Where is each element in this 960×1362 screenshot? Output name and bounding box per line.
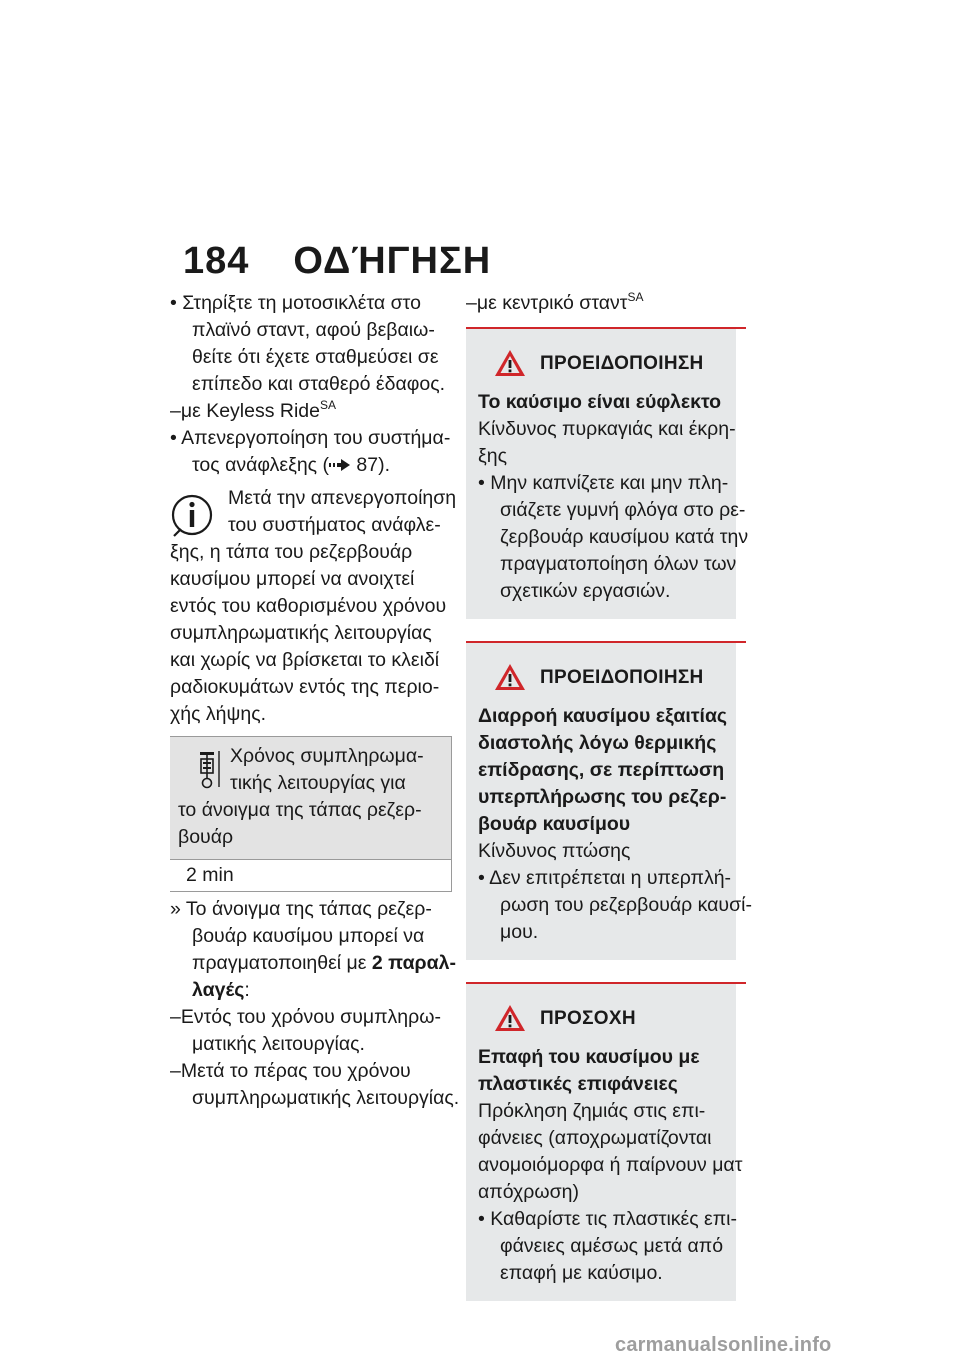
info-note xyxy=(170,485,457,728)
text-line: τικής λειτουργίας για xyxy=(230,772,406,794)
warning-label: ΠΡΟΕΙΔΟΠΟΙΗΣΗ xyxy=(540,666,704,688)
warning-header xyxy=(478,343,726,383)
sa-superscript: SA xyxy=(320,398,337,412)
page-reference-link[interactable]: 87 xyxy=(356,454,379,476)
text-line: και χωρίς να βρίσκεται το κλειδί xyxy=(170,649,440,671)
dash-keyless-ride xyxy=(170,398,452,425)
warning-action: φάνειες αμέσως μετά από xyxy=(500,1235,724,1257)
fuel-cap-timer-icon xyxy=(198,749,222,789)
dash-after-time xyxy=(170,1058,460,1112)
bullet-ignition-off xyxy=(170,425,452,479)
arrow-reference-icon xyxy=(329,458,351,472)
dash-text: –με Keyless Ride xyxy=(170,400,320,422)
spacer xyxy=(466,619,736,641)
text-span: τος ανάφλεξης ( xyxy=(192,454,329,476)
bullet-park-sidestand xyxy=(170,290,452,398)
text-line: –Μετά το πέρας του χρόνου xyxy=(170,1060,411,1082)
warning-consequence: Κίνδυνος πυρκαγιάς και έκρη- xyxy=(478,418,736,440)
text-line xyxy=(170,950,456,977)
warning-label: ΠΡΟΕΙΔΟΠΟΙΗΣΗ xyxy=(540,352,704,374)
text-line: θείτε ότι έχετε σταθμεύσει σε xyxy=(192,346,439,368)
text-line: ξης, η τάπα του ρεζερβουάρ xyxy=(170,541,413,563)
warning-hazard: Επαφή του καυσίμου με xyxy=(478,1046,700,1068)
warning-action: πραγματοποίηση όλων των xyxy=(500,553,737,575)
text-line: χής λήψης. xyxy=(170,703,267,725)
text-line: καυσίμου μπορεί να ανοιχτεί xyxy=(170,568,415,590)
technical-data-label xyxy=(170,737,451,859)
warning-box xyxy=(466,643,752,960)
warning-consequence: απόχρωση) xyxy=(478,1181,579,1203)
left-column xyxy=(170,290,460,1112)
warning-action: • Μην καπνίζετε και μην πλη- xyxy=(478,472,729,494)
warning-action: ρωση του ρεζερβουάρ καυσί- xyxy=(500,894,752,916)
text-line: • Στηρίξτε τη μοτοσικλέτα στο xyxy=(170,292,421,314)
warning-consequence: ξης xyxy=(478,445,507,467)
warning-label: ΠΡΟΣΟΧΗ xyxy=(540,1007,636,1029)
bold-text: λαγές xyxy=(192,979,245,1001)
text-line: πλαϊνό σταντ, αφού βεβαιω- xyxy=(192,319,435,341)
text-line: το άνοιγμα της τάπας ρεζερ- xyxy=(178,799,422,821)
text-line xyxy=(170,452,452,479)
text-line: Μετά την απενεργοποίηση xyxy=(228,487,457,509)
text-line: ραδιοκυμάτων εντός της περιο- xyxy=(170,676,440,698)
text-line: βουάρ xyxy=(178,826,234,848)
warning-consequence: φάνειες (αποχρωματίζονται xyxy=(478,1127,712,1149)
warning-action: • Καθαρίστε τις πλαστικές επι- xyxy=(478,1208,738,1230)
page-number: 184 xyxy=(183,240,250,282)
text-span: ). xyxy=(378,454,391,476)
text-line: βουάρ καυσίμου μπορεί να xyxy=(192,925,425,947)
watermark-text: carmanualsonline.info xyxy=(615,1334,832,1356)
warning-hazard: διαστολής λόγω θερμικής xyxy=(478,732,717,754)
warning-header xyxy=(478,998,726,1038)
text-span: : xyxy=(244,979,250,1001)
warning-consequence: Πρόκληση ζημιάς στις επι- xyxy=(478,1100,706,1122)
text-line: εντός του καθορισμένου χρόνου xyxy=(170,595,447,617)
warning-header xyxy=(478,657,726,697)
info-icon xyxy=(170,493,214,537)
warning-triangle-icon xyxy=(494,349,526,377)
technical-data-box xyxy=(170,736,452,892)
text-line: » Το άνοιγμα της τάπας ρεζερ- xyxy=(170,898,432,920)
warning-hazard: πλαστικές επιφάνειες xyxy=(478,1073,678,1095)
text-line: του συστήματος ανάφλε- xyxy=(228,514,441,536)
warning-consequence: Κίνδυνος πτώσης xyxy=(478,840,631,862)
text-line: • Απενεργοποίηση του συστήμα- xyxy=(170,427,451,449)
warning-action: σχετικών εργασιών. xyxy=(500,580,671,602)
warning-triangle-icon xyxy=(494,663,526,691)
warning-action: μου. xyxy=(500,921,539,943)
section-title: ΟΔΉΓΗΣΗ xyxy=(293,240,492,282)
text-line: –Εντός του χρόνου συμπληρω- xyxy=(170,1006,441,1028)
warning-hazard: επίδρασης, σε περίπτωση xyxy=(478,759,725,781)
text-span: πραγματοποιηθεί με xyxy=(192,952,372,974)
technical-data-value: 2 min xyxy=(170,859,451,891)
warning-action: ζερβουάρ καυσίμου κατά την xyxy=(500,526,749,548)
warning-hazard: Το καύσιμο είναι εύφλεκτο xyxy=(478,391,722,413)
text-line: συμπληρωματικής λειτουργίας. xyxy=(192,1087,460,1109)
warning-action: • Δεν επιτρέπεται η υπερπλή- xyxy=(478,867,732,889)
right-column xyxy=(466,290,752,1301)
warning-hazard: υπερπλήρωσης του ρεζερ- xyxy=(478,786,727,808)
bold-text: 2 παραλ- xyxy=(371,952,456,974)
text-line: ματικής λειτουργίας. xyxy=(192,1033,365,1055)
text-line: επίπεδο και σταθερό έδαφος. xyxy=(192,373,446,395)
text-line: συμπληρωματικής λειτουργίας xyxy=(170,622,432,644)
spacer xyxy=(466,960,736,982)
warning-consequence: ανομοιόμορφα ή παίρνουν ματ xyxy=(478,1154,743,1176)
text-line xyxy=(170,977,452,1004)
text-line: Χρόνος συμπληρωμα- xyxy=(230,745,424,767)
dash-text: –με κεντρικό σταντ xyxy=(466,292,628,314)
warning-triangle-icon xyxy=(494,1004,526,1032)
warning-hazard: βουάρ καυσίμου xyxy=(478,813,631,835)
warning-action: επαφή με καύσιμο. xyxy=(500,1262,663,1284)
result-fuel-cap xyxy=(170,896,456,1004)
warning-hazard: Διαρροή καυσίμου εξαιτίας xyxy=(478,705,728,727)
warning-box xyxy=(466,329,749,619)
dash-center-stand xyxy=(466,290,736,317)
dash-within-time xyxy=(170,1004,452,1058)
page-header xyxy=(183,240,491,283)
warning-action: σιάζετε γυμνή φλόγα στο ρε- xyxy=(500,499,746,521)
sa-superscript: SA xyxy=(627,290,644,304)
warning-box xyxy=(466,984,743,1301)
